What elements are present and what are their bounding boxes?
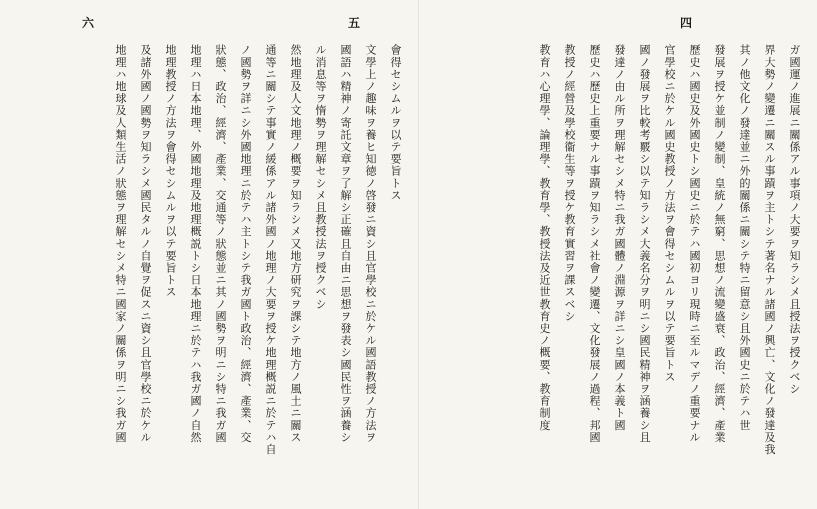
text-column-p4-1: ガ國運ノ進展ニ關係アル事項ノ大要ヲ知ラシメ且授法ヲ授クベシ xyxy=(788,44,801,395)
text-column-p6-3: 國語ハ精神ノ寄託文章ヲ了解シ正確且自由ニ思想ヲ發表シ國民性ヲ涵養シ xyxy=(339,44,352,444)
text-column-p5-4: 地理教授ノ方法ヲ會得セシムルヲ以テ要旨トス xyxy=(164,44,177,299)
text-column-p4-8: 發達ノ由ル所ヲ理解セシメ特ニ我ガ國體ノ淵源ヲ詳ニシ皇國ノ本義ト國 xyxy=(613,44,626,432)
text-column-p5-3: 地理ハ日本地理、外國地理及地理概説トシ日本地理ニ於テハ我ガ國ノ自然 xyxy=(189,44,202,444)
text-column-p6-5: 然地理及人文地理ノ概要ヲ知ラシメ又地方研究ヲ課シテ地方ノ風土ニ關ス xyxy=(289,44,302,444)
text-column-p4-4: 發展ヲ授ケ並制ノ變制、皇統ノ無窮、思想ノ流變盛衰、政治、經濟、產業 xyxy=(713,44,726,444)
text-column-p5-2: 狀態、政治、經濟、產業、交通等ノ狀態並ニ其ノ國勢ヲ明ニシ特ニ我ガ國 xyxy=(214,44,227,444)
page-gutter xyxy=(418,0,419,509)
text-column-p6-2: 文學上ノ趣味ヲ養ヒ知徳ノ啓發ニ資シ且官學校ニ於ケル國語教授ノ方法ヲ xyxy=(364,44,377,444)
text-column-p4-6: 官學校ニ於ケル國史教授ノ方法ヲ會得セシムルヲ以テ要旨トス xyxy=(663,44,676,383)
page-left xyxy=(10,0,408,509)
page-number-4: 四 xyxy=(680,16,693,30)
text-column-p6-6: 通等ニ關シテ事實ノ緩係アル諸外國ノ地理ノ大要ヲ授ケ地理概説ニ於テハ自 xyxy=(264,44,277,456)
text-column-p5-1: ノ國勢ヲ詳ニシ外國地理ニ於テハ主トシテ我ガ國ト政治、經濟、產業、交 xyxy=(239,44,252,444)
page-number-5: 五 xyxy=(348,16,361,30)
text-column-p5-6: 地理ハ地球及人類生活ノ狀態ヲ理解セシメ特ニ國家ノ關係ヲ明ニシ我ガ國 xyxy=(114,44,127,444)
text-column-p4-9: 歷史ハ歷史上重要ナル事蹟ヲ知ラシメ社會ノ變遷、文化發展ノ過程、邦國 xyxy=(588,44,601,444)
text-column-p5-5: 及諸外國ノ國勢ヲ知ラシメ國民タルノ自覺ヲ促スニ資シ且官學校ニ於ケル xyxy=(139,44,152,444)
text-column-p4-2: 界大勢ノ變遷ニ關スル事蹟ヲ主トシテ著名ナル諸國ノ興亡、文化ノ發達及我 xyxy=(763,44,776,456)
text-column-p4-3: 其ノ他文化ノ發達並ニ外的關係ニ關シテ特ニ留意シ且外國史ニ於テハ世 xyxy=(738,44,751,432)
text-column-p6-4: ル消息等ヲ惰勢ヲ理解セシメ且教授法ヲ授クベシ xyxy=(314,44,327,311)
page-number-6: 六 xyxy=(82,16,95,30)
text-column-p4-10: 教授ノ經營及學校衞生等ヲ授ケ教育實習ヲ課スベシ xyxy=(563,44,576,323)
text-column-p4-7: 國ノ發展ヲ比較考覈シ以テ知ラシメ大義名分ヲ明ニシ國民精神ヲ涵養シ且 xyxy=(638,44,651,444)
text-column-p4-5: 歷史ハ國史及外國史トシ國史ニ於テハ國初ヨリ現時ニ至ルマデノ重要ナル xyxy=(688,44,701,444)
page-right xyxy=(430,0,807,509)
text-column-p6-1: 會得セシムルヲ以テ要旨トス xyxy=(389,44,402,202)
text-column-p4-11: 教育ハ心理學、論理學、教育學、教授法及近世教育史ノ概要、教育制度 xyxy=(538,44,551,432)
